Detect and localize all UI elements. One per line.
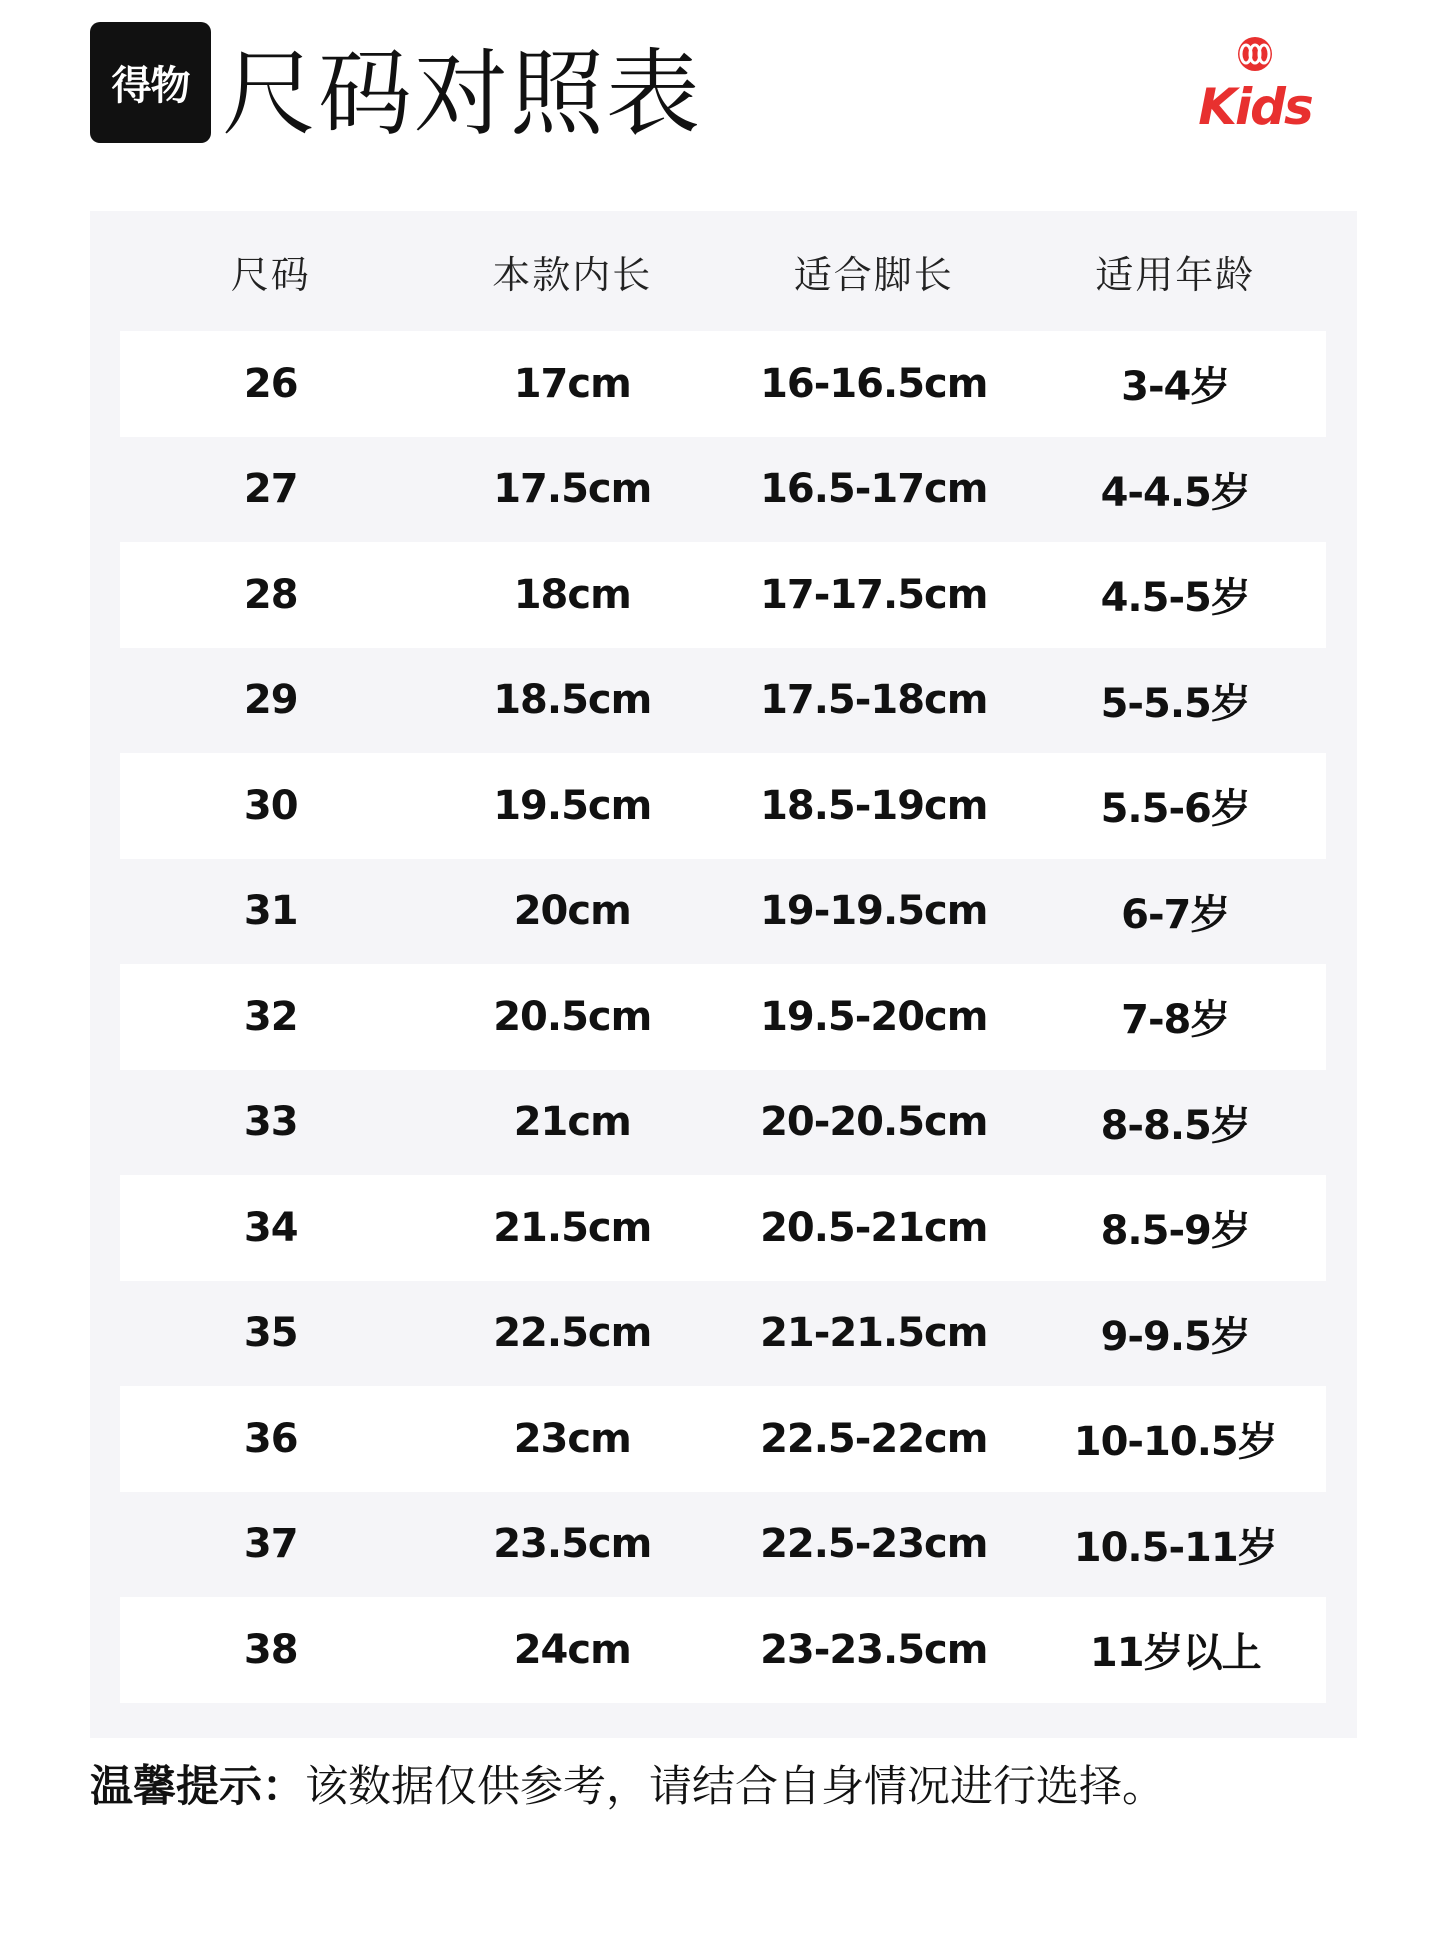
table-row [120, 542, 1326, 648]
cell-inner-length: 20cm [513, 888, 631, 935]
cell-size: 32 [243, 993, 298, 1040]
cell-age: 4.5-5岁 [1100, 575, 1250, 622]
cell-age: 4-4.5岁 [1100, 469, 1250, 516]
table-row [120, 1492, 1326, 1598]
cell-inner-length: 23.5cm [493, 1521, 652, 1568]
table-row [120, 753, 1326, 859]
cell-age: 6-7岁 [1121, 891, 1230, 938]
cell-inner-length: 17cm [513, 360, 631, 407]
abc-kids-logo [1188, 32, 1322, 136]
column-header-size: 尺码 [230, 252, 311, 297]
cell-size: 26 [243, 360, 298, 407]
cell-size: 30 [243, 782, 298, 829]
table-row [120, 1597, 1326, 1703]
table-row [120, 964, 1326, 1070]
cell-foot-length: 23-23.5cm [760, 1626, 988, 1673]
cell-age: 10-10.5岁 [1073, 1419, 1277, 1466]
cell-foot-length: 18.5-19cm [760, 782, 988, 829]
cell-size: 27 [243, 466, 298, 513]
table-body [120, 331, 1326, 1703]
cell-size: 36 [243, 1415, 298, 1462]
table-row [120, 1386, 1326, 1492]
cell-foot-length: 22.5-23cm [760, 1521, 988, 1568]
cell-age: 8-8.5岁 [1100, 1102, 1250, 1149]
cell-size: 33 [243, 1099, 298, 1146]
cell-size: 34 [243, 1204, 298, 1251]
cell-size: 31 [243, 888, 298, 935]
cell-age: 10.5-11岁 [1073, 1524, 1277, 1571]
brand-logo-text: 得物 [111, 63, 190, 109]
cell-age: 3-4岁 [1121, 364, 1230, 411]
table-row [120, 331, 1326, 437]
cell-inner-length: 17.5cm [493, 466, 652, 513]
table-row [120, 1175, 1326, 1281]
footer-note-text: 该数据仅供参考，请结合自身情况进行选择。 [305, 1762, 1165, 1812]
cell-foot-length: 20.5-21cm [760, 1204, 988, 1251]
cell-inner-length: 23cm [513, 1415, 631, 1462]
kids-logo-text: Kids [1198, 78, 1312, 136]
cell-inner-length: 18.5cm [493, 677, 652, 724]
cell-age: 9-9.5岁 [1100, 1313, 1250, 1360]
column-header-age: 适用年龄 [1095, 252, 1256, 297]
cell-foot-length: 20-20.5cm [760, 1099, 988, 1146]
cell-size: 37 [243, 1521, 298, 1568]
cell-inner-length: 22.5cm [493, 1310, 652, 1357]
cell-foot-length: 22.5-22cm [760, 1415, 988, 1462]
abc-logo-mark [1238, 37, 1272, 71]
table-row [120, 859, 1326, 965]
cell-foot-length: 19-19.5cm [760, 888, 988, 935]
footer-note [90, 1752, 1165, 1822]
table-row [120, 437, 1326, 543]
table-row [120, 1281, 1326, 1387]
cell-age: 5-5.5岁 [1100, 680, 1250, 727]
cell-size: 35 [243, 1310, 298, 1357]
cell-inner-length: 18cm [513, 571, 631, 618]
cell-foot-length: 16.5-17cm [760, 466, 988, 513]
cell-inner-length: 24cm [513, 1626, 631, 1673]
cell-age: 8.5-9岁 [1100, 1208, 1250, 1255]
cell-age: 5.5-6岁 [1100, 786, 1250, 833]
cell-inner-length: 20.5cm [493, 993, 652, 1040]
column-header-inner-length: 本款内长 [492, 252, 653, 297]
cell-size: 38 [243, 1626, 298, 1673]
cell-foot-length: 17-17.5cm [760, 571, 988, 618]
table-row [120, 648, 1326, 754]
footer-note-label: 温馨提示： [90, 1762, 305, 1812]
cell-age: 11岁以上 [1089, 1630, 1261, 1677]
cell-foot-length: 21-21.5cm [760, 1310, 988, 1357]
cell-inner-length: 21.5cm [493, 1204, 652, 1251]
cell-foot-length: 17.5-18cm [760, 677, 988, 724]
cell-age: 7-8岁 [1121, 997, 1230, 1044]
cell-foot-length: 19.5-20cm [760, 993, 988, 1040]
cell-inner-length: 21cm [513, 1099, 631, 1146]
cell-size: 28 [243, 571, 298, 618]
table-header-row [120, 211, 1326, 331]
column-header-foot-length: 适合脚长 [793, 252, 954, 297]
cell-inner-length: 19.5cm [493, 782, 652, 829]
size-table [90, 211, 1357, 1738]
page-title: 尺码对照表 [222, 40, 703, 149]
cell-foot-length: 16-16.5cm [760, 360, 988, 407]
brand-logo [90, 22, 211, 143]
table-row [120, 1070, 1326, 1176]
cell-size: 29 [243, 677, 298, 724]
